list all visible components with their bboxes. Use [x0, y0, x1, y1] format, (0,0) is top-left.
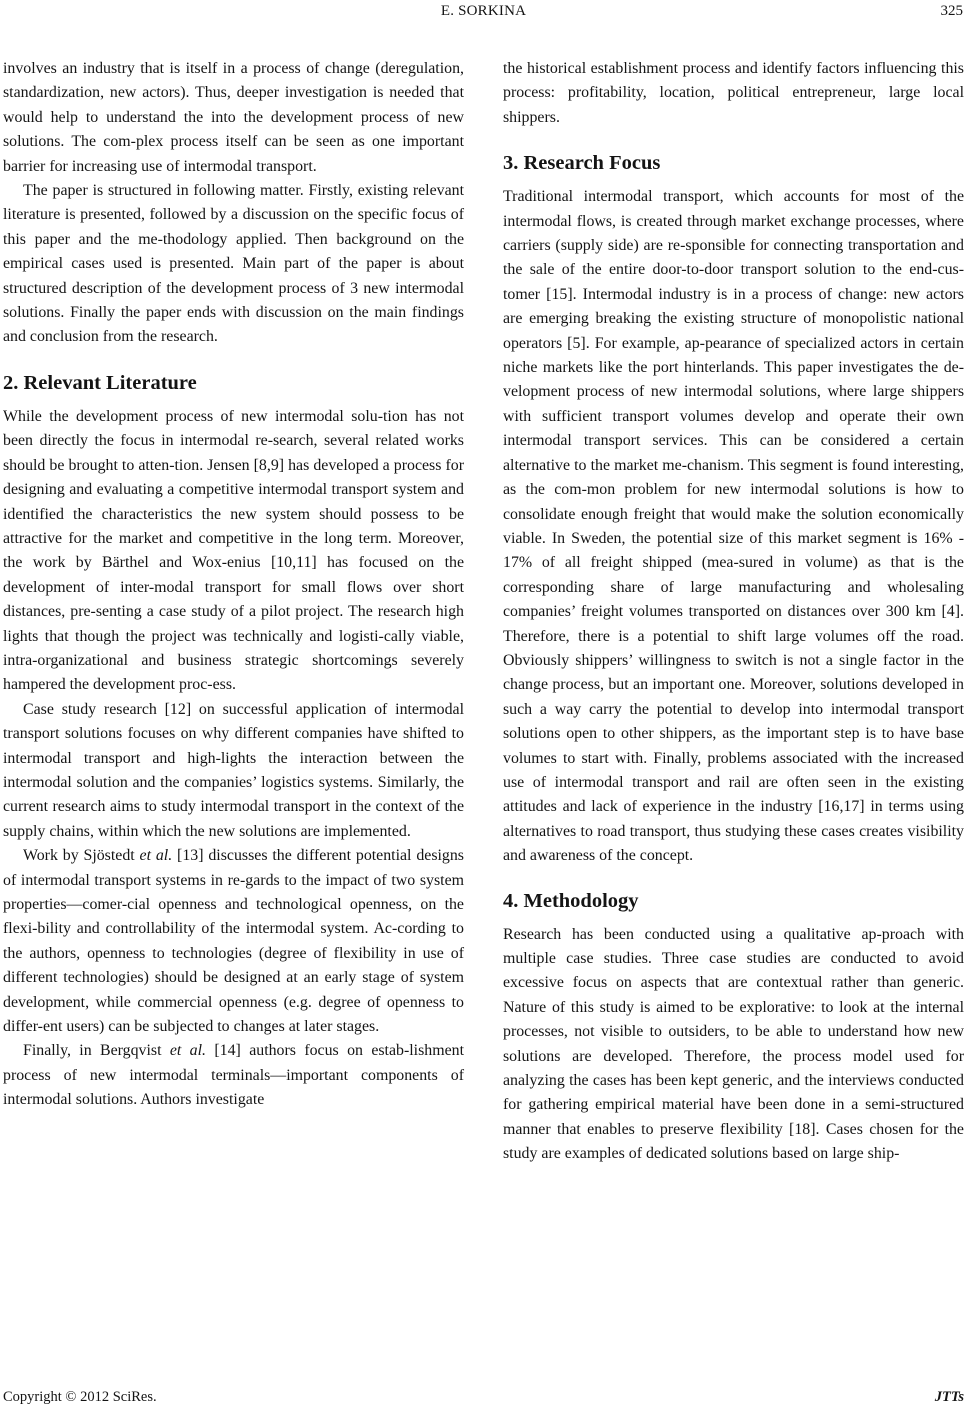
page-number: 325	[940, 3, 963, 19]
paragraph-literature-3	[3, 844, 464, 1039]
section-heading-research-focus: 3. Research Focus	[503, 152, 661, 175]
paragraph-literature-1: While the development process of new intermodal solu-tion has not been directly the focus in intermodal re-search, several related works should be brought to atten-tion. Jensen [8,9] has developed a process for designing and evaluating a competitive intermodal transport system and identified the characteristics the new system should possess to be attractive for the market and competitive in the long term. Moreover, the work by Bärthel and Wox-enius [10,11] has focused on the development of inter-modal transport for small flows over short distances, pre-senting a case study of a pilot project. The research high lights that though the project was technically and logisti-cally viable, intra-organizational and business strategic shortcomings severely hampered the development proc-ess.	[3, 407, 464, 694]
lit3-text-a: Work by Sjöstedt	[23, 847, 140, 865]
footer-journal-name: JTTs	[934, 1389, 964, 1405]
lit4-et-al: et al.	[169, 1042, 207, 1060]
section-heading-literature: 2. Relevant Literature	[3, 371, 197, 394]
paragraph-literature-4	[3, 1039, 464, 1112]
paragraph-continuation: the historical establishment process and identify factors influencing this process: profitability, location, political entrepreneur, large local shippers.	[503, 60, 964, 126]
left-column	[3, 57, 464, 1113]
section-heading-methodology: 4. Methodology	[503, 889, 639, 912]
paragraph-intro-end: involves an industry that is itself in a process of change (deregulation, standardization, new actors). Thus, deeper investigation is needed that would help to understand the into the development process of new solutions. The com-plex process itself can be seen as one important barrier for increasing use of intermodal transport.	[3, 60, 464, 175]
paragraph-literature-2: Case study research [12] on successful application of intermodal transport solutions focuses on why different companies have shifted to intermodal transport and high-lights the interaction between the intermodal solution and the companies’ logistics systems. Similarly, the current research aims to study intermodal transport in the context of the supply chains, within which the new solutions are implemented.	[3, 700, 464, 840]
lit3-text-b: [13] discusses the different potential designs of intermodal transport systems in re-gards to the impact of two system properties—comer-cial openness and technological openness, on the flexi-bility and controllability of the intermodal system. Ac-cording to the authors, openness to technologies (degree of flexibility in use of different technologies) should be designed at an early stage of system development, while commercial openness (e.g. degree of openness to differ-ent users) can be subjected to changes at later stages.	[3, 847, 464, 1036]
paragraph-structure: The paper is structured in following matter. Firstly, existing relevant literature is presented, followed by a discussion on the specific focus of this paper and the me-thodology applied. Then background on the empirical cases used is presented. Main part of the paper is about structured description of the development process of 3 new intermodal solutions. Finally the paper ends with discussion on the main findings and conclusion from the research.	[3, 182, 464, 346]
lit4-text-b: [14] authors focus on estab-lishment process of new intermodal terminals—important components of intermodal solutions. Authors investigate	[3, 1042, 464, 1109]
lit3-et-al: et al.	[139, 847, 173, 865]
footer-copyright: Copyright © 2012 SciRes.	[3, 1389, 157, 1405]
lit4-text-a: Finally, in Bergqvist	[23, 1042, 170, 1060]
paragraph-research-focus: Traditional intermodal transport, which accounts for most of the intermodal flows, is created through market exchange processes, where carriers (supply side) are re-sponsible for connecting transportation and the sale of the entire door-to-door transport solution to the end-cus-tomer [15]. Intermodal industry is in a process of change: new actors are emerging breaking the existing structure of monopolistic national operators [5]. For example, ap-pearance of specialized actors in certain niche markets like the port hinterlands. This paper investigates the de-velopment process of new intermodal solutions, where large shippers with sufficient transport volumes develop and operate their own intermodal transport services. This can be considered a certain alternative to the market me-chanism. This segment is found interesting, as the com-mon problem for new intermodal solutions is how to consolidate enough freight that would make the solution economically viable. In Sweden, the potential size of this market segment is 16% - 17% of all freight shipped (mea-sured in volume) as that is the corresponding share of large manufacturing and wholesaling companies’ freight volumes transported on distances over 300 km [4]. Therefore, there is a potential to shift large volumes off the road. Obviously shippers’ willingness to switch is not a single factor in the change process, but an important one. Moreover, solutions developed in such a way carry the potential to develop into intermodal transport solutions open to other shippers, as the important step is to have base volumes to start with. Finally, problems associated with the increased use of intermodal transport and rail are often seen in the existing attitudes and lack of experience in the industry [16,17] in terms using alternatives to road transport, thus studying these cases creates visibility and awareness of the concept.	[503, 188, 964, 865]
running-header-author: E. SORKINA	[440, 3, 527, 19]
paragraph-methodology: Research has been conducted using a qualitative ap-proach with multiple case studies. Three case studies are conducted to avoid excessive focus on aspects that are contextual rather than generic. Nature of this study is aimed to be explorative: to look at the internal processes, not visible to outsiders, to be able to understand how new solutions are developed. Therefore, the process model used for analyzing the cases has been kept generic, and the interviews conducted for gathering empirical material have been done in a semi-structured manner that enables to preserve flexibility [18]. Cases chosen for the study are examples of dedicated solutions based on large ship-	[503, 925, 964, 1163]
right-column	[503, 57, 964, 1167]
